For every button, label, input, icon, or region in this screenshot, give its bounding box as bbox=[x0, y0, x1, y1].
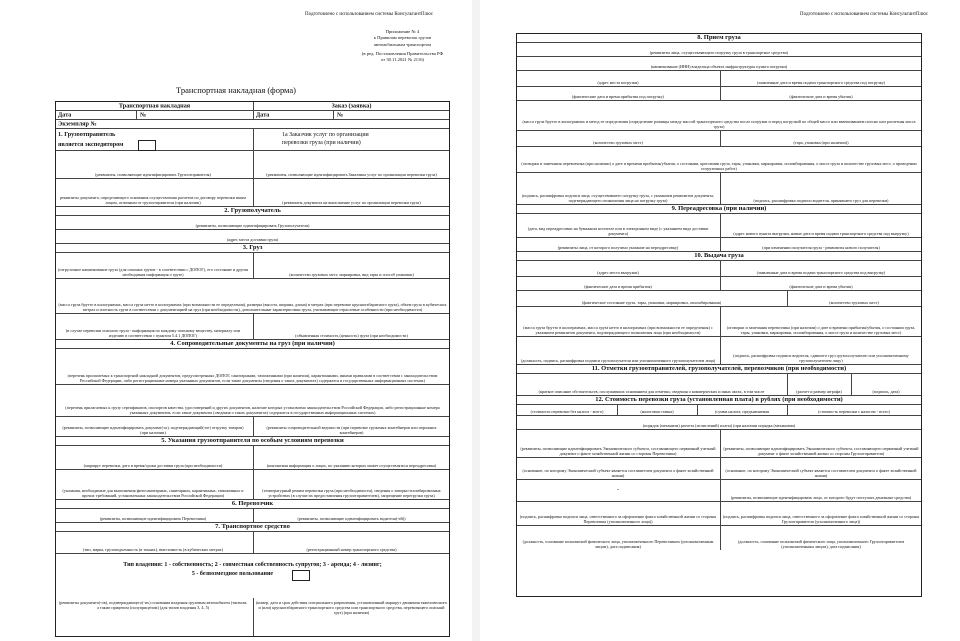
ownership-documents-row bbox=[56, 584, 449, 636]
loading-tare-caption: (тара, упаковка (при наличии)) bbox=[793, 139, 849, 145]
route-row bbox=[56, 446, 449, 470]
header-note: Подготовлено с использованием системы КонсультантПлюс bbox=[305, 12, 434, 17]
unloading-address-row bbox=[517, 261, 921, 277]
carrier-section-title: 6. Перевозчик bbox=[231, 500, 274, 507]
unloading-mass-row bbox=[517, 307, 921, 337]
vehicle-section-title: 7. Транспортное средство bbox=[215, 523, 290, 530]
ownership-types: Тип владения: 1 - собственность; 2 - совместная собственность супругов; 3 - аренда; 4 - лизинг; bbox=[123, 562, 382, 568]
loader-caption: (реквизиты лица, осуществляющего погрузку груза в транспортное средство) bbox=[649, 49, 789, 55]
loading-remarks-caption: (оговорки и замечания перевозчика (при наличии) о дате и времени прибытия/убытия, о состоянии, креплении груза, тары, упаковки, маркировки, опломбирования, о массе груза и количестве грузовых мест, о проведении погрузочных работ) bbox=[521, 160, 917, 171]
vehicle-registration-caption: (регистрационный номер транспортного средства) bbox=[306, 546, 397, 552]
cargo-section-title: 3. Груз bbox=[242, 244, 263, 251]
document-title: Транспортная накладная (форма) bbox=[175, 85, 296, 95]
authorized-person-row bbox=[517, 526, 921, 550]
redirection-who-row bbox=[517, 238, 921, 252]
section-10-header bbox=[517, 252, 921, 261]
payer-caption: (реквизиты, позволяющие идентифицировать лицо, от которого будут поступать денежные средства) bbox=[730, 494, 912, 500]
carrier-responsible-caption: (подпись, расшифровка подписи лица, ответственного за оформление факта хозяйственной жизни со стороны Перевозчика (уполномоченного лица)) bbox=[519, 513, 717, 524]
cost-with-tax-caption: (стоимость перевозки с налогом - всего) bbox=[818, 408, 890, 414]
cargo-packages-caption: (количество грузовых мест, маркировка, вид тары и способ упаковки) bbox=[289, 271, 414, 277]
shipper-document-row bbox=[56, 179, 449, 207]
unloading-mass-caption: (масса груза брутто в килограммах, масса груза нетто в килограммах (при возможности ее определения) с указанием реквизитов документа, подтверждающего полномочия лица (при необходимости) bbox=[523, 324, 713, 335]
number-label: № bbox=[140, 111, 147, 119]
shipper-requisites-row bbox=[56, 151, 449, 179]
notes-row bbox=[517, 374, 921, 396]
loading-remarks-row bbox=[517, 147, 921, 173]
infrastructure-owner-caption: (наименование (ИНН) владельца объекта инфраструктуры пункта погрузки) bbox=[650, 63, 788, 69]
vehicle-type-caption: (тип, марка, грузоподъемность (в тоннах), вместимость (в кубических метрах) bbox=[82, 546, 224, 552]
settlement-document-caption: реквизиты документа, определяющего основания осуществления расчетов по договору перевозки иным лицом, отличным от грузоотправителя (при наличии) bbox=[60, 194, 246, 205]
instructions-section-title: 5. Указания грузоотправителя по особым условиям перевозки bbox=[161, 437, 344, 444]
right-form-table bbox=[516, 33, 922, 597]
carrier-row bbox=[56, 509, 449, 523]
consignee-row bbox=[56, 216, 449, 230]
carrier-authorized-caption: (должность, основание полномочий физического лица, уполномоченного Перевозчиком (уполномоченным лицом), дата подписания) bbox=[522, 538, 714, 549]
redirection-address-caption: (адрес нового пункта выгрузки, новые дата и время подачи транспортного средства под выгрузку) bbox=[733, 230, 909, 236]
page-left bbox=[0, 0, 472, 641]
unloading-arrival-caption: (фактические дата и время прибытия) bbox=[584, 283, 652, 289]
appendix-line: автомобильным транспортом bbox=[373, 41, 432, 47]
shipper-responsible-caption: (подпись, расшифровка подписи лица, ответственного за оформление факта хозяйственной жизни со стороны Грузоотправителя (уполномоченного лица)) bbox=[722, 513, 920, 524]
section-8-header bbox=[517, 34, 921, 43]
payment-order-row bbox=[517, 416, 921, 430]
loading-places-caption: (количество грузовых мест) bbox=[593, 139, 643, 145]
loader-row bbox=[517, 43, 921, 57]
cargo-state-row bbox=[517, 291, 921, 307]
left-form-table bbox=[55, 101, 450, 637]
cost-without-tax-caption: (стоимость перевозки без налога - всего) bbox=[530, 408, 604, 414]
loading-mass-caption: (масса груза брутто в килограммах и метод ее определения (определение разницы между массой транспортного средства после погрузки и перед погрузкой по общей массе или взвешиванием поосно или расчетная масса груза) bbox=[522, 118, 916, 129]
redirection-section-title: 9. Переадресовка (при наличии) bbox=[671, 205, 767, 212]
section-5-header bbox=[56, 437, 449, 446]
cargo-mass-row bbox=[56, 279, 449, 314]
new-recipient-caption: (при изменении получателя груза - реквизиты нового получателя) bbox=[762, 244, 880, 250]
shipper-requisites-caption: (реквизиты, позволяющие идентифицировать Грузоотправителя) bbox=[95, 171, 211, 177]
unloading-remarks-caption: (оговорки и замечания перевозчика (при наличии) о дате и времени прибытия/убытия, о состоянии груза, тары, упаковки, маркировки, опломбирования, о массе груза и количестве грузовых мест) bbox=[726, 324, 916, 335]
shipment-documents-caption: (реквизиты, позволяющие идентифицировать документ(-ы), подтверждающий(-ие) отгрузку товаров) (при наличии) bbox=[62, 424, 244, 435]
loader-signature-caption: (подпись, расшифровка подписи лица, осуществившего погрузку груза, с указанием реквизитов документа, подтверждающего полномочия лица на погрузку груза) bbox=[521, 192, 715, 203]
carrier-basis-caption: (основание, по которому Экономический субъект является составителем документа о факте хозяйственной жизни) bbox=[522, 467, 714, 478]
ownership-types-2: 5 - безвозмездное пользование bbox=[191, 571, 274, 577]
consignee-requisites-caption: (реквизиты, позволяющие идентифицировать Грузополучателя) bbox=[195, 222, 310, 228]
subject-basis-row bbox=[517, 458, 921, 480]
economic-subject-row bbox=[517, 430, 921, 458]
shipment-docs-row bbox=[56, 417, 449, 437]
delivery-address-caption: (адрес места доставки груза) bbox=[226, 236, 279, 242]
redirection-who-caption: (реквизиты лица, от которого получено указание на переадресовку) bbox=[557, 244, 679, 250]
section-11-header bbox=[517, 365, 921, 374]
loading-mass-row bbox=[517, 101, 921, 131]
appendix-line: к Правилам перевозок грузов bbox=[373, 35, 432, 41]
redirection-row bbox=[517, 214, 921, 238]
consignee-section-title: 2. Грузополучатель bbox=[224, 207, 281, 214]
driver-requisites-caption: (реквизиты, позволяющие идентифицировать водителя(-ей)) bbox=[297, 515, 406, 521]
cargo-name-caption: (отгрузочное наименование груза (для опасных грузов - в соответствии с ДОПОГ), его состояние и другая необходимая информация о грузе) bbox=[58, 266, 248, 277]
delivery-section-title: 10. Выдача груза bbox=[694, 252, 744, 259]
responsible-signature-row bbox=[517, 502, 921, 526]
date-row bbox=[56, 111, 449, 120]
driver-accept-signature-caption: (подпись, расшифровка подписи водителя, принявшего груз для перевозки) bbox=[753, 197, 889, 203]
forwarder-checkbox[interactable] bbox=[138, 140, 156, 151]
customer-requisites-caption: (реквизиты, позволяющие идентифицировать Заказчика услуг по организации перевозки груза) bbox=[266, 171, 437, 177]
containers-caption: (реквизиты сопроводительной ведомости (при перевозке груженых контейнеров или порожних контейнеров) bbox=[266, 424, 437, 435]
carrier-requisites-caption: (реквизиты, позволяющие идентифицировать Перевозчика) bbox=[99, 515, 207, 521]
fine-calculation-caption: (расчет и размер штрафа) bbox=[796, 388, 842, 394]
unloading-declared-date-caption: (заявленные дата и время подачи транспортного средства под выгрузку) bbox=[756, 269, 886, 275]
service-document-caption: (реквизиты документа на выполнение услуг по организации перевозки груза) bbox=[282, 199, 421, 205]
appendix-line: Приложение № 4 bbox=[385, 29, 420, 34]
customer-title: 1а Заказчик услуг по организации bbox=[282, 132, 369, 138]
dangerous-cargo-caption: (в случае перевозки опасного груза - информация по каждому опасному веществу, материалу или изделию в соответствии с пунктом 5.4.1 ДОПОГ) bbox=[65, 327, 241, 338]
tax-amount-caption: (сумма налога, предъявляемая bbox=[715, 408, 769, 414]
date-label: Дата bbox=[58, 111, 72, 119]
section-7-header bbox=[56, 523, 449, 532]
loading-departure-caption: (фактические дата и время убытия) bbox=[789, 93, 853, 99]
certificates-row bbox=[56, 385, 449, 417]
notes-description-caption: (краткое описание обстоятельств, послуживших основанием для отметки, сведения о коммерческих и иных актах, в том числе bbox=[538, 388, 765, 394]
shipper-title: 1. Грузоотправитель bbox=[58, 131, 116, 138]
tax-rate-caption: (налоговая ставка) bbox=[640, 408, 674, 414]
acceptance-section-title: 8. Прием груза bbox=[697, 34, 741, 41]
unloading-departure-caption: (фактические дата и время убытия) bbox=[789, 283, 853, 289]
payer-dash: - bbox=[617, 486, 619, 493]
documents-list-caption: (перечень прилагаемых к транспортной накладной документов, предусмотренных ДОПОГ, санитарными, таможенными (при наличии), карантинными, иными правилами в соответствии с законодательством Российской Федерации, либо регистрационные номера указанных документов, если такие документы (сведения о таких документах) содержатся в государственных информационных системах) bbox=[67, 372, 438, 383]
certificates-caption: (перечень прилагаемых к грузу сертификатов, паспортов качества, удостоверений и других документов, наличие которых установлено законодательством Российской Федерации, либо регистрационные номера указанных документов, если такие документы (сведения о таких документах) содержатся в государственных информационных системах) bbox=[65, 404, 440, 415]
special-permit-caption: (номер, дата и срок действия специального разрешения, установленный маршрут движения тяжеловесного и (или) крупногабаритного транспортного средства или транспортного средства, перевозящего опасный груз) (при наличии) bbox=[255, 600, 448, 616]
section-3-header bbox=[56, 244, 449, 253]
ownership-row bbox=[56, 554, 449, 584]
payment-order-caption: (порядок (механизм) расчета (исчислений) платы) (при наличии порядка (механизма) bbox=[642, 422, 796, 428]
redirection-date-caption: (дата, вид переадресовки на бумажном носителе или в электронном виде (с указанием вида доставки документа) bbox=[527, 225, 709, 236]
loading-arrival-caption: (фактические дата и время прибытия под погрузку) bbox=[572, 93, 664, 99]
section-12-header bbox=[517, 396, 921, 405]
loading-address-row bbox=[517, 71, 921, 87]
route-caption: (маршрут перевозки, дата и время/сроки доставки груза (при необходимости) bbox=[83, 462, 223, 468]
copy-number-label: Экземпляр № bbox=[58, 120, 97, 128]
cost-row bbox=[517, 405, 921, 416]
page-gutter bbox=[472, 0, 480, 641]
shipper-basis-caption: (основание, по которому Экономический субъект является составителем документа о факте хозяйственной жизни) bbox=[725, 467, 917, 478]
contact-caption: (контактная информация о лицах, по указанию которых может осуществляться переадресовка) bbox=[266, 462, 437, 468]
customer-title-2: перевозки груза (при наличии) bbox=[282, 140, 361, 146]
ownership-document-caption: (реквизиты документа(-ов), подтверждающего(-их) основания владения грузовым автомобилем (тягачом, а также прицепом (полуприцепом) (для типов владения 3, 4, 5) bbox=[58, 600, 248, 611]
order-number-label: № bbox=[337, 111, 344, 119]
shipper-forwarder-label: является экспедитором bbox=[58, 141, 124, 148]
cost-section-title: 12. Стоимость перевозки груза (установленная плата) в рублях (при необходимости) bbox=[595, 396, 843, 403]
header-note-right: Подготовлено с использованием системы КонсультантПлюс bbox=[800, 12, 929, 17]
loading-places-row bbox=[517, 131, 921, 147]
shipper-title-row bbox=[56, 129, 449, 151]
consignee-signature-caption: (должность, подпись, расшифровка подписи грузополучателя или уполномоченного грузополучателем лица) bbox=[520, 357, 716, 363]
order-column-title: Заказ (заявка) bbox=[331, 102, 372, 110]
section-4-header bbox=[56, 340, 449, 349]
shipper-authorized-caption: (должность, основание полномочий физического лица, уполномоченного Грузоотправителем (уполномоченным лицом), дата подписания) bbox=[737, 538, 905, 549]
cargo-state-caption: (фактическое состояние груза, тары, упаковки, маркировки, опломбирования) bbox=[581, 299, 722, 305]
appendix-line: (в ред. Постановления Правительства РФ bbox=[361, 50, 444, 56]
table-header-row bbox=[56, 102, 449, 111]
ownership-type-box[interactable] bbox=[292, 570, 310, 581]
waybill-column-title: Транспортная накладная bbox=[118, 102, 191, 110]
loading-address-caption: (адрес места погрузки) bbox=[597, 79, 639, 85]
loading-declared-date-caption: (заявленные дата и время подачи транспортного средства под погрузку) bbox=[756, 79, 886, 85]
section-9-header bbox=[517, 205, 921, 214]
appendix-line: от 30.11.2021 № 2116) bbox=[380, 57, 425, 63]
unloading-signatures-row bbox=[517, 337, 921, 365]
loading-arrival-row bbox=[517, 87, 921, 101]
unloading-address-caption: (адрес места выгрузки) bbox=[597, 269, 639, 275]
phyto-requirements-caption: (указания, необходимые для выполнения фитосанитарных, санитарных, карантинных, таможенных и прочих требований, установленных законодательством Российской Федерации) bbox=[62, 487, 244, 498]
cargo-name-row bbox=[56, 253, 449, 279]
appendix-block bbox=[340, 29, 465, 63]
unloading-places-caption: (количество грузовых мест) bbox=[829, 299, 879, 305]
temperature-caption: (температурный режим перевозки груза (при необходимости), сведения о запорно-пломбировочных устройствах (в случае их предоставления грузоотправителем), запрещение перегрузки груза) bbox=[262, 487, 441, 498]
loading-signatures-row bbox=[517, 173, 921, 205]
order-date-label: Дата bbox=[256, 111, 270, 119]
delivery-address-row bbox=[56, 230, 449, 244]
copy-row bbox=[56, 120, 449, 129]
driver-deliver-signature-caption: (подпись, расшифровка подписи водителя, сдавшего груз грузополучателю или уполномоченному грузополучателем лицу) bbox=[733, 352, 909, 363]
shipper-subject-caption: (реквизиты, позволяющие идентифицировать Экономического субъекта, составляющего первичный учетный документ о факте хозяйственной жизни со стороны Грузоотправителя) bbox=[723, 445, 919, 456]
section-6-header bbox=[56, 500, 449, 509]
notes-signature-caption: (подпись, дата) bbox=[872, 388, 900, 394]
infrastructure-owner-row bbox=[517, 57, 921, 71]
carrier-subject-caption: (реквизиты, позволяющие идентифицировать Экономического субъекта, составляющего первичный учетный документ о факте хозяйственной жизни со стороны Перевозчика) bbox=[520, 445, 716, 456]
unloading-arrival-row bbox=[517, 277, 921, 291]
declared-value-caption: (объявленная стоимость (ценность) груза (при необходимости) bbox=[295, 332, 408, 338]
documents-list-row bbox=[56, 349, 449, 385]
cargo-mass-caption: (масса груза брутто в килограммах, масса груза нетто в килограммах (при возможности ее определения), размеры (высота, ширина, длина) в метрах (при перевозке крупногабаритного груза), объем груза в кубических метрах и плотность груза в соответствии с документацией на груз (при необходимости), дополнительные характеристики груза, учитывающие отраслевые особенности (при необходимости) bbox=[58, 301, 447, 312]
documents-section-title: 4. Сопроводительные документы на груз (при наличии) bbox=[170, 340, 335, 347]
page-right bbox=[480, 0, 960, 641]
cargo-danger-row bbox=[56, 314, 449, 340]
section-2-header bbox=[56, 207, 449, 216]
requirements-row bbox=[56, 470, 449, 500]
vehicle-row bbox=[56, 532, 449, 554]
payer-row bbox=[517, 480, 921, 502]
notes-section-title: 11. Отметки грузоотправителей, грузополучателей, перевозчиков (при необходимости) bbox=[591, 365, 847, 372]
